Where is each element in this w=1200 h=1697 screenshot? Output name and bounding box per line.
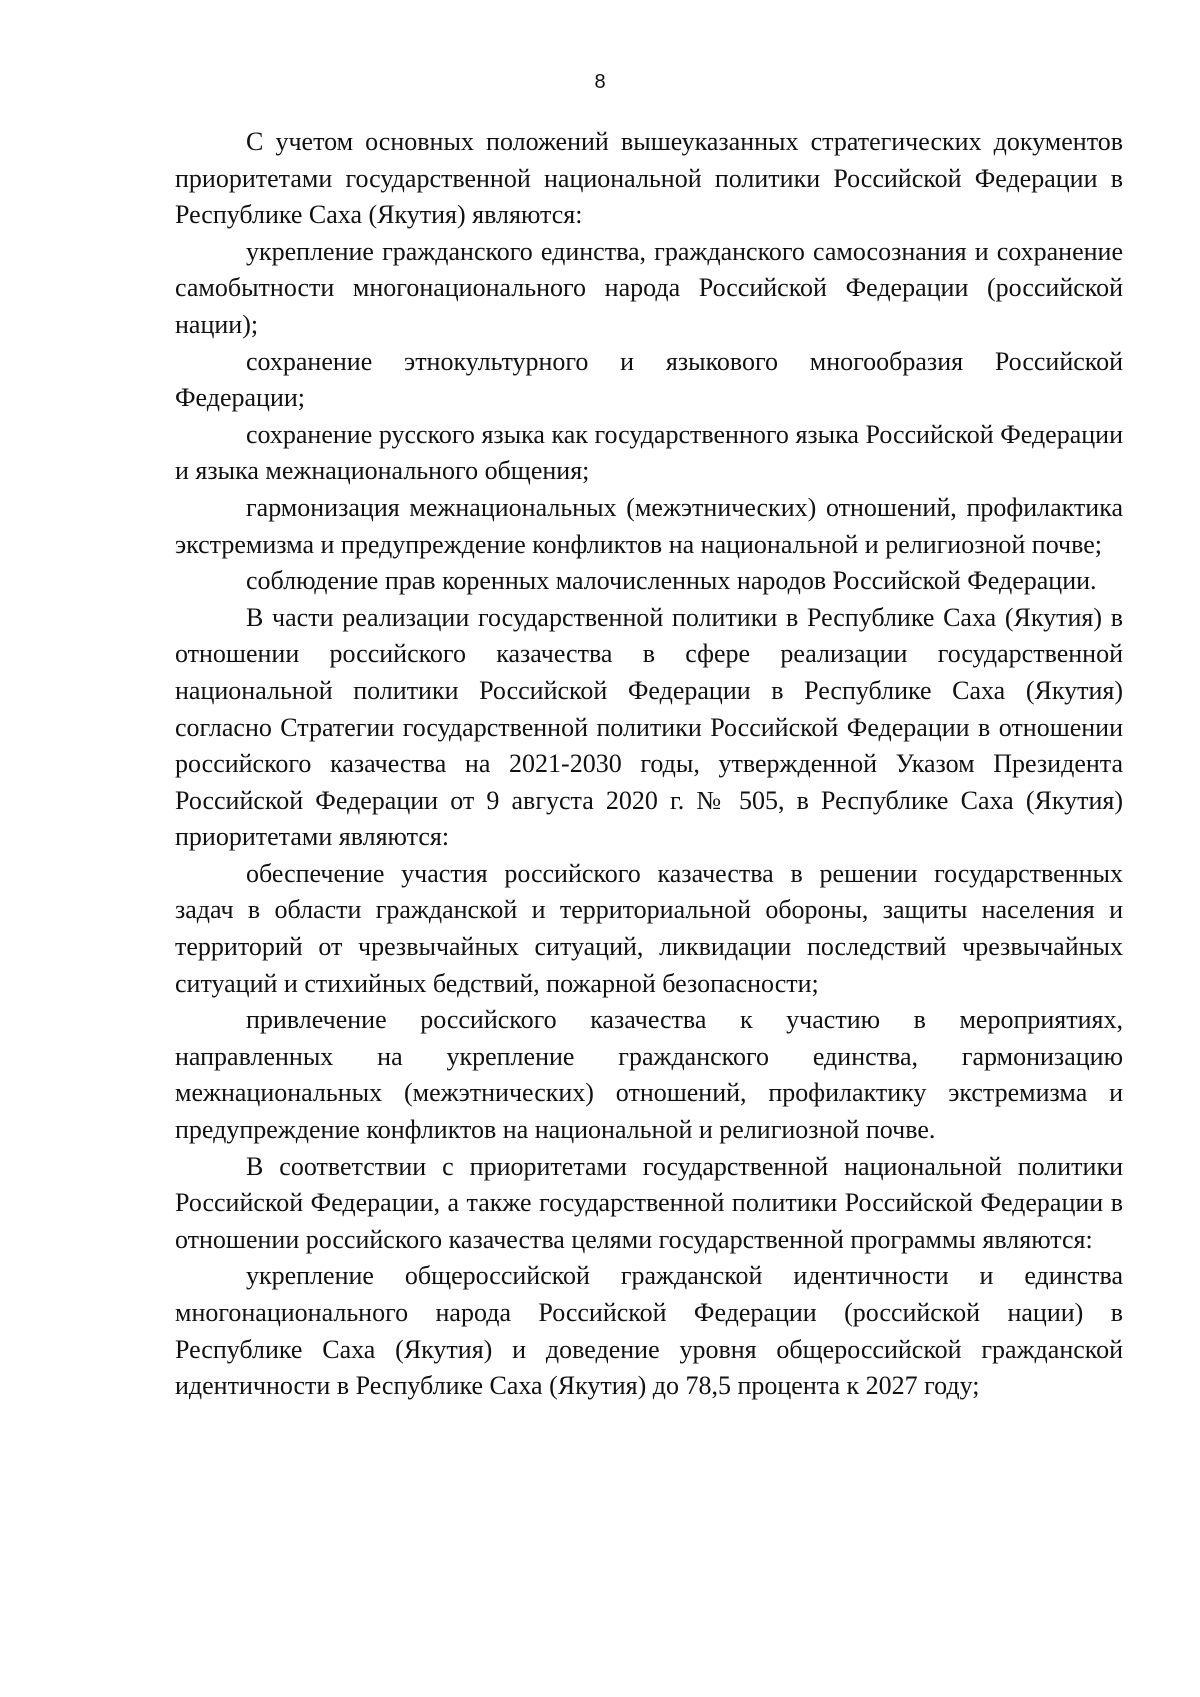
paragraph-civic-unity: укрепление гражданского единства, гражданского самосознания и сохранение самобытности многонационального народа Российской Федерации (российской нации);: [175, 236, 1123, 339]
paragraph-ethnocultural-diversity: сохранение этнокультурного и языкового многообразия Российской Федерации;: [175, 346, 1123, 413]
paragraph-cossacks-policy: В части реализации государственной политики в Республике Саха (Якутия) в отношении российского казачества в сфере реализации государственной национальной политики Российской Федерации в Республике Саха (Якутия) согласно Стратегии государственной политики Российской Федерации в отношении российского казачества на 2021-2030 годы, утвержденной Указом Президента Российской Федерации от 9 августа 2020 г. № 505, в Республике Саха (Якутия) приоритетами являются:: [175, 602, 1123, 852]
paragraph-program-goals: В соответствии с приоритетами государственной национальной политики Российской Федерации, а также государственной политики Российской Федерации в отношении российского казачества целями государственной программы являются:: [175, 1151, 1123, 1254]
paragraph-cossacks-events: привлечение российского казачества к участию в мероприятиях, направленных на укрепление гражданского единства, гармонизацию межнациональных (межэтнических) отношений, профилактику экстремизма и предупреждение конфликтов на национальной и религиозной почве.: [175, 1005, 1123, 1145]
paragraph-interethnic-harmony: гармонизация межнациональных (межэтнических) отношений, профилактика экстремизма и предупреждение конфликтов на национальной и религиозной почве;: [175, 492, 1123, 559]
paragraph-civic-identity-goal: укрепление общероссийской гражданской идентичности и единства многонационального народа Российской Федерации (российской нации) в Республике Саха (Якутия) и доведение уровня общероссийской гражданской идентичности в Республике Саха (Якутия) до 78,5 процента к 2027 году;: [175, 1261, 1123, 1401]
paragraph-intro: С учетом основных положений вышеуказанных стратегических документов приоритетами государственной национальной политики Российской Федерации в Республике Саха (Якутия) являются:: [175, 127, 1123, 230]
paragraph-russian-language: сохранение русского языка как государственного языка Российской Федерации и языка межнационального общения;: [175, 419, 1123, 486]
page-number: 8: [594, 71, 606, 93]
paragraph-indigenous-rights: соблюдение прав коренных малочисленных народов Российской Федерации.: [246, 566, 1097, 596]
paragraph-cossacks-defense: обеспечение участия российского казачества в решении государственных задач в области гражданской и территориальной обороны, защиты населения и территорий от чрезвычайных ситуаций, ликвидации последствий чрезвычайных ситуаций и стихийных бедствий, пожарной безопасности;: [175, 858, 1123, 998]
document-body: [175, 124, 1123, 1405]
